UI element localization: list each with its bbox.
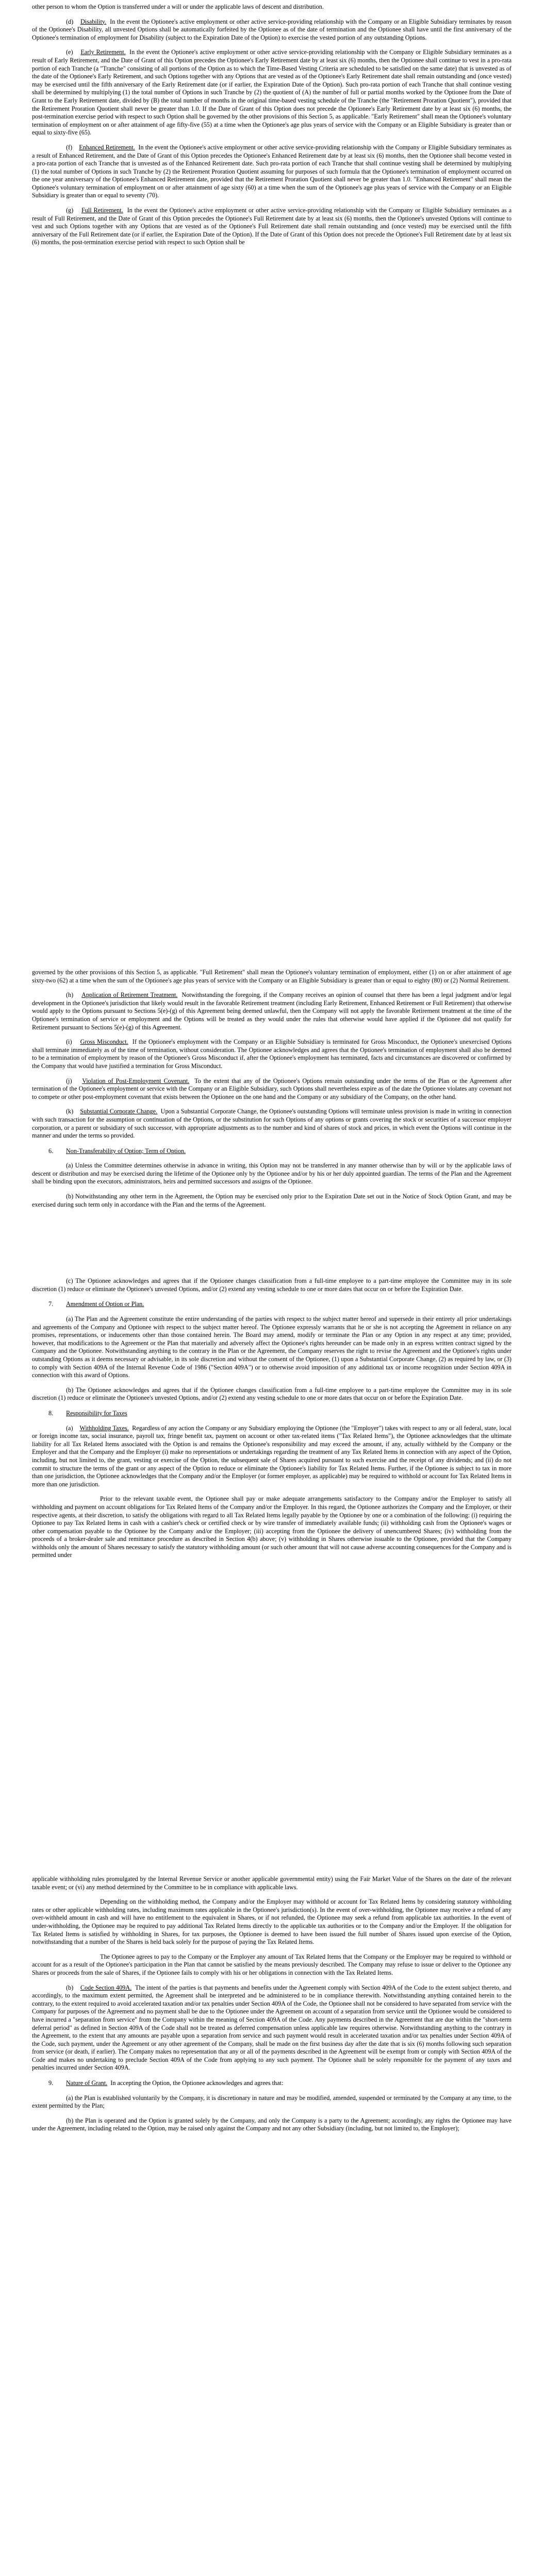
withholding-method-paragraph: Depending on the withholding method, the Company and/or the Employer may withhold or account for Tax Related Items by considering statutory withholding rates or other applicable withholding rates, including maximum rates applicable in the Optionee's jurisdiction(s). In the event of over-withholding, the Optionee may receive a refund of any over-withheld amount in cash and will have no entitlement to the equivalent in Shares, or if not refunded, the Optionee may seek a refund from applicable tax authorities. In the event of under-withholding, the Optionee may be required to pay additional Tax Related Items directly to the applicable tax authorities or to the Company and/or the Employer. If the obligation for Tax Related Items is satisfied by withholding in Shares, for tax purposes, the Optionee is deemed to have been issued the full number of Shares issued upon exercise of the Option, notwithstanding that a number of the Shares is held back solely for the purpose of paying the Tax Related Items. bbox=[32, 1898, 512, 1946]
section-title: Early Retirement. bbox=[80, 48, 126, 56]
section-7b: (b) The Optionee acknowledges and agrees that if the Optionee changes classification from a full-time employee to a part-time employee the Committee may in its sole discretion (1) reduce or eliminate the Optionee's unvested Options, and/or (2) extend any vesting schedule to one or more dates that occur on or before the Expiration Date. bbox=[32, 1386, 512, 1402]
paragraph-continuation: applicable withholding rules promulgated by the Internal Revenue Service or another applicable governmental entity) using the Fair Market Value of the Shares on the date of the relevant taxable event; or (vi) any method determined by the Committee to be in compliance with applicable laws. bbox=[32, 1875, 512, 1891]
section-9-heading: 9. Nature of Grant. In accepting the Option, the Optionee acknowledges and agrees that: bbox=[48, 2079, 284, 2087]
document-page-1 bbox=[0, 0, 544, 938]
section-6a: (a) Unless the Committee determines otherwise in advance in writing, this Option may not be transferred in any manner otherwise than by will or by the applicable laws of descent or distribution and may be exercised during the lifetime of the Optionee only by the Optionee and/or by his or her duly appointed guardian. The terms of the Plan and the Agreement shall be binding upon the executors, administrators, heirs and permitted successors and assigns of the Optionee. bbox=[32, 1162, 512, 1185]
section-5f-enhanced-retirement: (f) Enhanced Retirement. In the event the Optionee's active employment or other active service-providing relationship with the Company or Eligible Subsidiary terminates as a result of Enhanced Retirement, and the Date of Grant of this Option precedes the Optionee's Enhanced Retirement date by at least six (6) months, then the Optionee shall become vested in a pro-rata portion of each Tranche that is unvested as of the Enhanced Retirement date. Such pro-rata portion of each Tranche that shall continue vesting shall be determined by multiplying (1) the total number of Options in such Tranche by (2) the Retirement Proration Quotient assuming for purposes of such formula that the Optionee's termination of employment occurred on the one year anniversary of the Optionee's Enhanced Retirement date, provided that the Retirement Proration Quotient shall never be greater than 1.0. "Enhanced Retirement" shall mean the Optionee's voluntary termination of employment on or after attainment of age sixty (60) at a time when the sum of the Optionee's age plus years of service with the Company or an Eligible Subsidiary is greater than or equal to seventy (70). bbox=[32, 143, 512, 199]
paragraph-continuation: other person to whom the Option is transferred under a will or under the applicable laws of descent and distribution. bbox=[32, 3, 324, 10]
section-5e-early-retirement: (e) Early Retirement. In the event the Optionee's active employment or other active service-providing relationship with the Company or Eligible Subsidiary terminates as a result of Early Retirement, and the Date of Grant of this Option precedes the Optionee's Early Retirement date by at least six (6) months, then the Optionee shall continue to vest in a pro-rata portion of each Tranche (a "Tranche" consisting of all portions of the Option as to which the Time-Based Vesting Criteria are scheduled to be satisfied on the same date) that is unvested as of the date of the Optionee's Early Retirement, and such Options together with any Options that are vested as of the Optionee's Early Retirement date shall remain outstanding and (once vested) may be exercised until the fifth anniversary of the Early Retirement date (or if earlier, the Expiration Date of the Option). Such pro-rata portion of each Tranche that shall continue vesting shall be determined by multiplying (1) the total number of Options in such Tranche by (2) the quotient of (A) the number of full or partial months worked by the Optionee from the Date of Grant to the Early Retirement date, divided by (B) the total number of months in the original time-based vesting schedule of the Tranche (the "Retirement Proration Quotient"), provided that the Retirement Proration Quotient shall never be greater than 1.0. If the Date of Grant of this Option does not precede the Optionee's Early Retirement date by at least six (6) months, the post-termination exercise period with respect to such Option shall be governed by the other provisions of this Section 5, as applicable. "Early Retirement" shall mean the Optionee's voluntary termination of employment on or after attainment of age fifty-five (55) at a time when the Optionee's age plus years of service with the Company or an Eligible Subsidiary is greater than or equal to sixty-five (65). bbox=[32, 48, 512, 137]
section-title: Application of Retirement Treatment. bbox=[81, 991, 178, 999]
section-title: Code Section 409A. bbox=[80, 1984, 132, 1991]
section-8a-withholding: (a) Withholding Taxes. Regardless of any action the Company or any Subsidiary employing the Optionee (the "Employer") takes with respect to any or all federal, state, local or foreign income tax, social insurance, payroll tax, fringe benefit tax, payment on account or other tax-related items ("Tax Related Items"), the Optionee acknowledges that the ultimate liability for all Tax Related Items associated with the Option is and remains the Optionee's responsibility and may exceed the amount, if any, actually withheld by the Company or the Employer and that the Company and the Employer (i) make no representations or undertakings regarding the treatment of any Tax Related Items in connection with any aspect of the Option, including, but not limited to, the grant, vesting or exercise of the Option, the subsequent sale of Shares acquired pursuant to such exercise and the receipt of any dividends; and (ii) do not commit to structure the terms of the grant or any aspect of the Option to reduce or eliminate the Optionee's liability for Tax Related Items. Further, if the Optionee is subject to tax in more than one jurisdiction, the Optionee acknowledges that the Company and/or the Employer (or former employer, as applicable) may be required to withhold or account for Tax Related Items in more than one jurisdiction. bbox=[32, 1424, 512, 1488]
section-title: Gross Misconduct. bbox=[80, 1038, 128, 1046]
section-5k-substantial-corporate-change: (k) Substantial Corporate Change. Upon a Substantial Corporate Change, the Optionee's outstanding Options will terminate unless provision is made in writing in connection with such transaction for the assumption or continuation of the Options, or the substitution for such Options of any options or grants covering the stock or securities of a successor employer corporation, or a parent or subsidiary of such successor, with appropriate adjustments as to the number and kind of shares of stock and prices, in which event the Options will continue in the manner and under the terms so provided. bbox=[32, 1108, 512, 1140]
section-5h-application-of-retirement: (h) Application of Retirement Treatment. Notwithstanding the foregoing, if the Company receives an opinion of counsel that there has been a legal judgment and/or legal development in the Optionee's jurisdiction that likely would result in the favorable Retirement treatment (including Early Retirement, Enhanced Retirement or Full Retirement) that otherwise would apply to the Options pursuant to Sections 5(e)-(g) of this Agreement being deemed unlawful, then the Company will not apply the favorable Retirement treatment at the time of the Optionee's termination of service or employment and the Options will be treated as they would under the rules that otherwise would have applied if the Optionee did not qualify for Retirement pursuant to Sections 5(e)-(g) of this Agreement. bbox=[32, 991, 512, 1031]
section-title: Violation of Post-Employment Covenant. bbox=[82, 1077, 190, 1084]
section-5i-gross-misconduct: (i) Gross Misconduct. If the Optionee's employment with the Company or an Eligible Subsidiary is terminated for Gross Misconduct, the Optionee's unexercised Options shall terminate immediately as of the time of termination, without consideration. The Optionee acknowledges and agrees that the Optionee's termination of employment shall also be deemed to be a termination of employment by reason of the Optionee's Gross Misconduct if, after the Optionee's employment has terminated, facts and circumstances are discovered or confirmed by the Company that would have justified a termination for Gross Misconduct. bbox=[32, 1038, 512, 1070]
section-title: Responsibility for Taxes bbox=[66, 1409, 127, 1417]
section-6c: (c) The Optionee acknowledges and agrees that if the Optionee changes classification from a full-time employee to a part-time employee the Committee may in its sole discretion (1) reduce or eliminate the Optionee's unvested Options, and/or (2) extend any vesting schedule to one or more dates that occur on or before the Expiration Date. bbox=[32, 1277, 512, 1293]
section-6b: (b) Notwithstanding any other term in the Agreement, the Option may be exercised only prior to the Expiration Date set out in the Notice of Stock Option Grant, and may be exercised during such term only in accordance with the Plan and the terms of the Agreement. bbox=[32, 1193, 512, 1208]
section-title: Full Retirement. bbox=[81, 207, 123, 214]
document-page-2 bbox=[0, 938, 544, 1875]
section-6-heading: 6. Non-Transferability of Option; Term of Option. bbox=[48, 1147, 186, 1155]
optionee-agrees-paragraph: The Optionee agrees to pay to the Company or the Employer any amount of Tax Related Items that the Company or the Employer may be required to withhold or account for as a result of the Optionee's participation in the Plan that cannot be satisfied by the means previously described. The Company may refuse to issue or deliver to the Optionee any Shares or proceeds from the sale of Shares, if the Optionee fails to comply with his or her obligations in connection with the Tax Related Items. bbox=[32, 1953, 512, 1976]
section-title: Disability. bbox=[80, 18, 107, 25]
section-title: Non-Transferability of Option; Term of Option. bbox=[66, 1147, 186, 1155]
section-title: Withholding Taxes. bbox=[79, 1424, 129, 1432]
section-8-heading: 8. Responsibility for Taxes bbox=[48, 1409, 127, 1417]
section-9b: (b) the Plan is operated and the Option is granted solely by the Company, and only the Company is a party to the Agreement; accordingly, any rights the Optionee may have under the Agreement, including related to the Option, may be raised only against the Company and not any other Subsidiary (including, but not limited to, the Employer); bbox=[32, 2116, 512, 2132]
section-title: Enhanced Retirement. bbox=[79, 143, 135, 151]
section-5g-full-retirement: (g) Full Retirement. In the event the Optionee's active employment or other active service-providing relationship with the Company or Eligible Subsidiary terminates as a result of Full Retirement, and the Date of Grant of this Option precedes the Optionee's Full Retirement date by at least six (6) months, then the Optionee's unvested Options will continue to vest and such Options together with any Options that are vested as of the Optionee's Full Retirement date shall remain outstanding and (once vested) may be exercised until the fifth anniversary of the Full Retirement date (or if earlier, the Expiration Date of the Option). If the Date of Grant of this Option does not precede the Optionee's Full Retirement date by at least six (6) months, the post-termination exercise period with respect to such Option shall be bbox=[32, 207, 512, 246]
page-2-text bbox=[32, 969, 512, 1566]
section-7-heading: 7. Amendment of Option or Plan. bbox=[48, 1300, 144, 1308]
page-gap bbox=[32, 1215, 512, 1277]
section-title: Amendment of Option or Plan. bbox=[66, 1300, 144, 1308]
section-8b-409a: (b) Code Section 409A. The intent of the parties is that payments and benefits under the Agreement comply with Section 409A of the Code to the extent subject thereto, and accordingly, to the maximum extent permitted, the Agreement shall be interpreted and be administered to be in compliance therewith. Notwithstanding anything contained herein to the contrary, to the extent required to avoid accelerated taxation and/or tax penalties under Section 409A of the Code, the Optionee shall not be considered to have separated from service with the Company for purposes of the Agreement and no payment shall be due to the Optionee under the Agreement on account of a separation from service until the Optionee would be considered to have incurred a "separation from service" from the Company within the meaning of Section 409A of the Code. Any payments described in the Agreement that are due within the "short-term deferral period" as defined in Section 409A of the Code shall not be treated as deferred compensation unless applicable law requires otherwise. Notwithstanding anything to the contrary in the Agreement, to the extent that any amounts are payable upon a separation from service and such payment would result in accelerated taxation and/or tax penalties under Section 409A of the Code, such payment, under the Agreement or any other agreement of the Company, shall be made on the first business day after the date that is six (6) months following such separation from service (or death, if earlier). The Company makes no representation that any or all of the payments described in the Agreement will be exempt from or comply with Section 409A of the Code and makes no undertaking to preclude Section 409A of the Code from applying to any such payment. The Optionee shall be solely responsible for the payment of any taxes and penalties incurred under Section 409A. bbox=[32, 1984, 512, 2072]
section-5j-post-employment-covenant: (j) Violation of Post-Employment Covenant. To the extent that any of the Optionee's Options remain outstanding under the terms of the Plan or the Agreement after termination of the Optionee's employment or service with the Company or an Eligible Subsidiary, such Options shall nevertheless expire as of the date the Optionee violates any covenant not to compete or other post-employment covenant that exists between the Optionee on the one hand and the Company or any subsidiary of the Company, on the other hand. bbox=[32, 1077, 512, 1100]
section-title: Substantial Corporate Change. bbox=[80, 1108, 158, 1115]
section-8a-paragraph-2: Prior to the relevant taxable event, the Optionee shall pay or make adequate arrangements satisfactory to the Company and/or the Employer to satisfy all withholding and payment on account obligations for Tax Related Items of the Company and/or the Employer. In this regard, the Optionee authorizes the Company and the Employer, or their respective agents, at their discretion, to satisfy the obligations with regard to all Tax Related Items legally payable by the Optionee by one or a combination of the following: (i) requiring the Optionee to pay Tax Related Items in cash with a cashier's check or certified check or by wire transfer of immediately available funds; (ii) withholding cash from the Optionee's wages or other compensation payable to the Optionee by the Company and/or the Employer; (iii) accepting from the Optionee the delivery of unencumbered Shares; (iv) withholding from the proceeds of a broker-dealer sale and remittance procedure as described in Section 4(b) above; (v) withholding in Shares otherwise issuable to the Optionee, provided that the Company withholds only the amount of Shares necessary to satisfy the statutory withholding amount (or such other amount that will not cause adverse accounting consequences for the Company and is permitted under bbox=[32, 1495, 512, 1559]
page-3-text bbox=[32, 1875, 512, 2140]
section-title: Nature of Grant. bbox=[66, 2079, 108, 2087]
section-9a: (a) the Plan is established voluntarily by the Company, it is discretionary in nature and may be modified, amended, suspended or terminated by the Company at any time, to the extent permitted by the Plan; bbox=[32, 2094, 512, 2110]
page-1-text bbox=[32, 3, 512, 253]
section-5d-disability: (d) Disability. In the event the Optionee's active employment or other active service-providing relationship with the Company or an Eligible Subsidiary terminates by reason of the Optionee's Disability, all unvested Options shall be automatically forfeited by the Optionee as of the date of termination and the Optionee shall have until the first anniversary of the Optionee's termination of employment for Disability (subject to the Expiration Date of the Option) to exercise the vested portion of any outstanding Options. bbox=[32, 18, 512, 41]
document-page-3 bbox=[0, 1875, 544, 2576]
section-7a: (a) The Plan and the Agreement constitute the entire understanding of the parties with respect to the subject matter hereof and supersede in their entirety all prior undertakings and agreements of the Company and Optionee with respect to the subject matter hereof. The Optionee expressly warrants that he or she is not accepting the Agreement in reliance on any promises, representations, or inducements other than those contained herein. The Board may amend, modify or terminate the Plan or any Option in any respect at any time; provided, however, that modifications to the Agreement or the Plan that materially and adversely affect the Optionee's rights hereunder can be made only in an express written contract signed by the Company and the Optionee. Notwithstanding anything to the contrary in the Plan or the Agreement, the Company reserves the right to revise the Agreement and the Optionee's rights under outstanding Options as it deems necessary or advisable, in its sole discretion and without the consent of the Optionee, (1) upon a Substantial Corporate Change, (2) as required by law, or (3) to comply with Section 409A of the Internal Revenue Code of 1986 ("Section 409A") or to otherwise avoid imposition of any additional tax or income recognition under Section 409A in connection with this award of Options. bbox=[32, 1315, 512, 1379]
paragraph-continuation: governed by the other provisions of this Section 5, as applicable. "Full Retirement" shall mean the Optionee's voluntary termination of employment, either (1) on or after attainment of age sixty-two (62) at a time when the sum of the Optionee's age plus years of service with the Company or an Eligible Subsidiary is greater than or equal to eighty (80) or (2) Normal Retirement. bbox=[32, 969, 512, 984]
